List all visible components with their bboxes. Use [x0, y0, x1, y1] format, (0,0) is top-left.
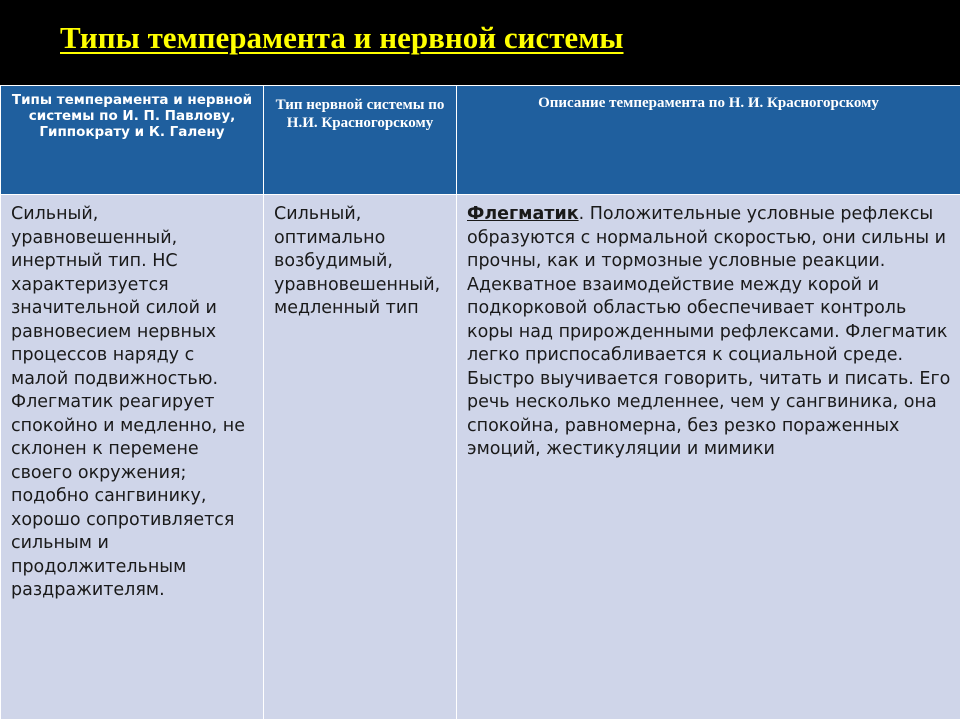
cell-nervous-system-type: Сильный, оптимально возбудимый, уравновешенный, медленный тип	[264, 195, 457, 720]
description-text: . Положительные условные рефлексы образуются с нормальной скоростью, они сильны и прочны, как и тормозные условные реакции. Адекватное взаимодействие между корой и подкорковой областью обеспечивает контроль коры над прирожденными рефлексами. Флегматик легко приспосабливается к социальной среде. Быстро выучивается говорить, читать и писать. Его речь несколько медленнее, чем у сангвиника, она спокойна, равномерна, без резко пораженных эмоций, жестикуляции и мимики	[467, 204, 951, 459]
slide-title: Типы темперамента и нервной системы	[60, 20, 624, 55]
header-nervous-system-type: Тип нервной системы по Н.И. Красногорскому	[264, 86, 457, 195]
table-header-row	[1, 86, 960, 195]
cell-description	[457, 195, 960, 720]
cell-temperament-type: Сильный, уравновешенный, инертный тип. НС характеризуется значительной силой и равновесием нервных процессов наряду с малой подвижностью. Флегматик реагирует спокойно и медленно, не склонен к перемене своего окружения; подобно сангвинику, хорошо сопротивляется сильным и продолжительным раздражителям.	[1, 195, 264, 720]
temperament-table	[0, 85, 960, 720]
term-phlegmatic: Флегматик	[467, 204, 579, 224]
header-description: Описание темперамента по Н. И. Красногорскому	[457, 86, 960, 195]
table-row	[1, 195, 960, 720]
header-temperament-types: Типы темперамента и нервной системы по И. П. Павлову, Гиппократу и К. Галену	[1, 86, 264, 195]
